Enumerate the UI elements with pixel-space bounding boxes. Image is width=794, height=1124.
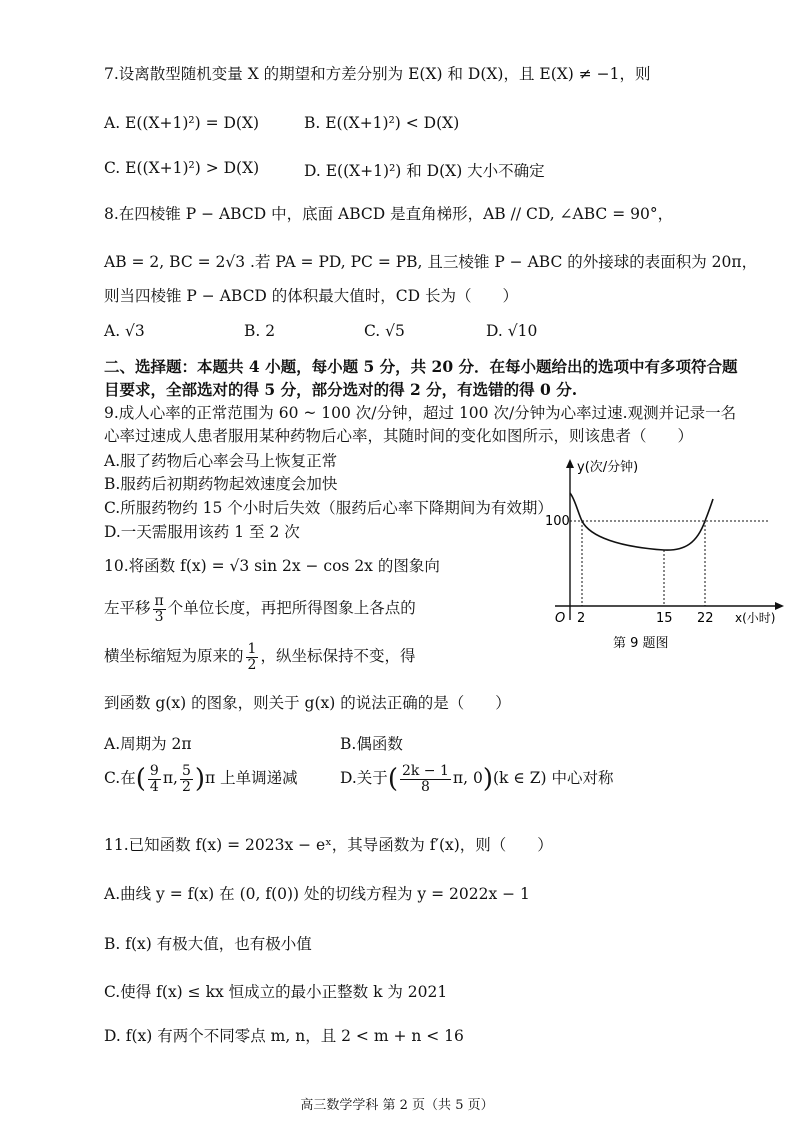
q9-option-c: C.所服药物约 15 个小时后失效（服药后心率下降期间为有效期）	[104, 499, 553, 517]
q11-option-d: D. f(x) 有两个不同零点 m, n，且 2 < m + n < 16	[104, 1027, 464, 1045]
q11-option-c: C.使得 f(x) ≤ kx 恒成立的最小正整数 k 为 2021	[104, 983, 448, 1001]
section2-line2: 目要求，全部选对的得 5 分，部分选对的得 2 分，有选错的得 0 分.	[104, 380, 578, 399]
figure-caption: 第 9 题图	[613, 636, 669, 651]
paren-close: )	[194, 764, 206, 795]
q10-fraction-pi-3	[153, 594, 166, 624]
c-mid: π,	[162, 769, 178, 788]
frac-den: 4	[149, 778, 159, 795]
x-tick-2: 2	[577, 611, 586, 626]
q10-line3-post: ，纵坐标保持不变，得	[260, 647, 416, 666]
d-pre: D.关于	[340, 769, 388, 788]
frac-den: 2	[181, 778, 191, 795]
x-axis-arrow	[775, 602, 784, 610]
frac-num: 5	[181, 763, 191, 779]
heart-rate-curve	[570, 493, 713, 550]
q10-line2-post: 个单位长度，再把所得图象上各点的	[167, 599, 416, 618]
d-post: π, 0	[452, 769, 483, 788]
y-axis-label: y(次/分钟)	[577, 460, 639, 475]
q7-option-c: C. E((X+1)²) > D(X)	[104, 159, 260, 177]
page-footer: 高三数学学科 第 2 页（共 5 页）	[300, 1098, 494, 1113]
q8-option-c: C. √5	[364, 322, 405, 340]
x-tick-15: 15	[656, 611, 673, 626]
paren-open: (	[387, 764, 398, 795]
q8-option-b: B. 2	[244, 322, 276, 340]
q8-option-a: A. √3	[104, 322, 145, 340]
frac-num: 2k − 1	[401, 763, 449, 779]
q8-line3: 则当四棱锥 P − ABCD 的体积最大值时，CD 长为（ ）	[104, 287, 518, 305]
d-frac	[400, 764, 451, 794]
q9-option-d: D.一天需服用该药 1 至 2 次	[104, 523, 300, 541]
q10-line3	[104, 642, 415, 672]
x-axis-label: x(小时)	[735, 611, 776, 625]
q9-option-b: B.服药后初期药物起效速度会加快	[104, 475, 338, 493]
q10-line3-pre: 横坐标缩短为原来的	[104, 647, 244, 666]
q10-line2-pre: 左平移	[104, 599, 151, 618]
d-tail: (k ∈ Z) 中心对称	[492, 769, 614, 788]
frac-den: 2	[247, 656, 257, 673]
q9-line1: 9.成人心率的正常范围为 60 ~ 100 次/分钟，超过 100 次/分钟为心率过速.观测并记录一名	[104, 404, 737, 422]
q9-figure	[525, 455, 794, 655]
frac-num: 1	[247, 641, 257, 657]
q11-option-a: A.曲线 y = f(x) 在 (0, f(0)) 处的切线方程为 y = 2022x − 1	[104, 885, 530, 903]
q8-option-d: D. √10	[486, 322, 538, 340]
y-tick-100: 100	[545, 514, 570, 529]
q10-fraction-1-2	[246, 642, 259, 672]
frac-den: 3	[154, 608, 164, 625]
c-frac-5-2	[180, 764, 193, 794]
q11-stem: 11.已知函数 f(x) = 2023x − eˣ，其导函数为 f′(x)，则（ ）	[104, 836, 553, 854]
origin-label: O	[555, 611, 566, 626]
q9-line2: 心率过速成人患者服用某种药物后心率，其随时间的变化如图所示，则该患者（ ）	[104, 427, 694, 445]
frac-num: π	[154, 593, 164, 609]
frac-num: 9	[149, 763, 159, 779]
q10-option-d	[340, 764, 613, 794]
c-pre: C.在	[104, 769, 136, 788]
q8-line2: AB = 2, BC = 2√3 .若 PA = PD, PC = PB, 且三棱锥 P − ABC 的外接球的表面积为 20π，	[104, 253, 758, 271]
c-frac-9-4	[148, 764, 161, 794]
q7-stem: 7.设离散型随机变量 X 的期望和方差分别为 E(X) 和 D(X)，且 E(X) ≠ −1，则	[104, 65, 651, 83]
q8-line1: 8.在四棱锥 P − ABCD 中，底面 ABCD 是直角梯形，AB // CD, ∠ABC = 90°，	[104, 205, 674, 223]
frac-den: 8	[420, 778, 430, 795]
q9-option-a: A.服了药物后心率会马上恢复正常	[104, 452, 338, 470]
paren-close: )	[482, 764, 493, 795]
q10-option-a: A.周期为 2π	[104, 735, 192, 753]
c-post: π 上单调递减	[205, 769, 298, 788]
y-axis-arrow	[566, 459, 574, 468]
q7-option-d: D. E((X+1)²) 和 D(X) 大小不确定	[304, 162, 545, 180]
x-tick-22: 22	[697, 611, 714, 626]
q10-line2	[104, 594, 416, 624]
q10-line4: 到函数 g(x) 的图象，则关于 g(x) 的说法正确的是（ ）	[104, 694, 511, 712]
q7-option-b: B. E((X+1)²) < D(X)	[304, 114, 460, 132]
q10-option-c	[104, 764, 298, 794]
section2-line1: 二、选择题：本题共 4 小题，每小题 5 分，共 20 分．在每小题给出的选项中有多项符合题	[104, 357, 738, 376]
q7-option-a: A. E((X+1)²) = D(X)	[104, 114, 260, 132]
paren-open: (	[135, 764, 146, 795]
q11-option-b: B. f(x) 有极大值，也有极小值	[104, 935, 312, 953]
q10-line1: 10.将函数 f(x) = √3 sin 2x − cos 2x 的图象向	[104, 557, 440, 575]
q10-option-b: B.偶函数	[340, 735, 403, 753]
